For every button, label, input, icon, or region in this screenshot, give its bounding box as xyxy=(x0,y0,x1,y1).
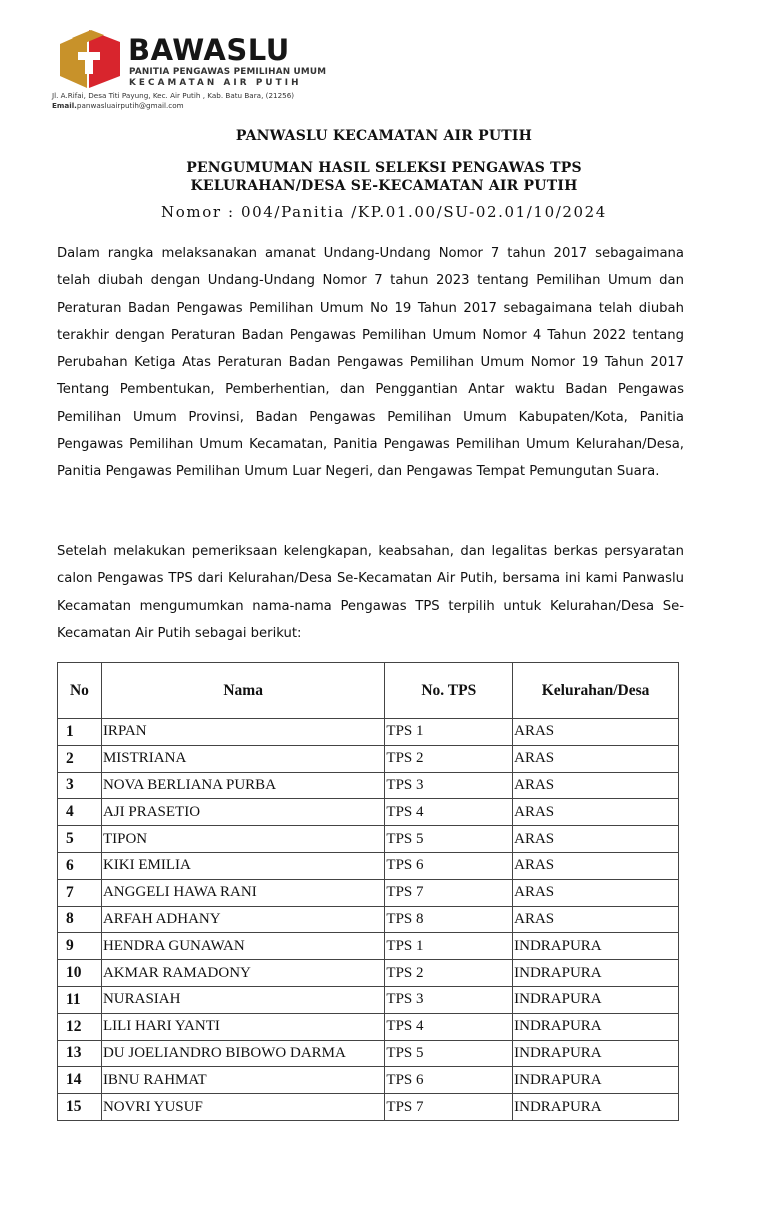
cell-row-number: 14 xyxy=(58,1067,102,1094)
cell-row-number: 9 xyxy=(58,933,102,960)
cell-kelurahan-desa: ARAS xyxy=(513,799,679,826)
cell-kelurahan-desa: INDRAPURA xyxy=(513,986,679,1013)
cell-no-tps: TPS 7 xyxy=(385,879,513,906)
cell-kelurahan-desa: ARAS xyxy=(513,852,679,879)
table-row xyxy=(58,960,679,987)
cell-no-tps: TPS 5 xyxy=(385,1040,513,1067)
cell-row-number: 13 xyxy=(58,1040,102,1067)
cell-no-tps: TPS 4 xyxy=(385,799,513,826)
cell-nama: MISTRIANA xyxy=(101,745,384,772)
cell-no-tps: TPS 3 xyxy=(385,772,513,799)
announcement-paragraph: Setelah melakukan pemeriksaan kelengkapan, keabsahan, dan legalitas berkas persyaratan calon Pengawas TPS dari Kelurahan/Desa Se-Kecamatan Air Putih, bersama ini kami Panwaslu Kecamatan mengumumkan nama-nama Pengawas TPS terpilih untuk Kelurahan/Desa Se-Kecamatan Air Putih sebagai berikut: xyxy=(57,544,684,641)
cell-no-tps: TPS 2 xyxy=(385,745,513,772)
cell-nama: IRPAN xyxy=(101,719,384,746)
cell-nama: DU JOELIANDRO BIBOWO DARMA xyxy=(101,1040,384,1067)
cell-row-number: 12 xyxy=(58,1013,102,1040)
cell-kelurahan-desa: INDRAPURA xyxy=(513,960,679,987)
announcement-title-line2: KELURAHAN/DESA SE-KECAMATAN AIR PUTIH xyxy=(190,178,578,194)
intro-paragraph: Dalam rangka melaksanakan amanat Undang-Undang Nomor 7 tahun 2017 sebagaimana telah diubah dengan Undang-Undang Nomor 7 tahun 2023 tentang Pemilihan Umum dan Peraturan Badan Pengawas Pemilihan Umum No 19 Tahun 2017 sebagaimana telah diubah terakhir dengan Peraturan Badan Pengawas Pemilihan Umum Nomor 4 Tahun 2022 tentang Perubahan Ketiga Atas Peraturan Badan Pengawas Pemilihan Umum Nomor 19 Tahun 2017 Tentang Pembentukan, Pemberhentian, dan Penggantian Antar waktu Badan Pengawas Pemilihan Umum Provinsi, Badan Pengawas Pemilihan Umum Kabupaten/Kota, Panitia Pengawas Pemilihan Umum Kecamatan, Panitia Pengawas Pemilihan Umum Kelurahan/Desa, Panitia Pengawas Pemilihan Umum Luar Negeri, dan Pengawas Tempat Pemungutan Suara. xyxy=(57,246,684,480)
table-row xyxy=(58,906,679,933)
cell-no-tps: TPS 6 xyxy=(385,1067,513,1094)
table-row xyxy=(58,933,679,960)
table-row xyxy=(58,772,679,799)
letterhead xyxy=(50,20,350,112)
cell-no-tps: TPS 2 xyxy=(385,960,513,987)
cell-no-tps: TPS 7 xyxy=(385,1094,513,1121)
table-row xyxy=(58,852,679,879)
cell-nama: IBNU RAHMAT xyxy=(101,1067,384,1094)
cell-nama: NOVRI YUSUF xyxy=(101,1094,384,1121)
brand-name: BAWASLU xyxy=(128,33,290,67)
brand-subtitle-line2: KECAMATAN AIR PUTIH xyxy=(129,78,302,88)
cell-row-number: 15 xyxy=(58,1094,102,1121)
cell-row-number: 5 xyxy=(58,826,102,853)
cell-nama: NOVA BERLIANA PURBA xyxy=(101,772,384,799)
cell-row-number: 3 xyxy=(58,772,102,799)
brand-subtitle-line1: PANITIA PENGAWAS PEMILIHAN UMUM xyxy=(129,67,327,77)
cell-no-tps: TPS 5 xyxy=(385,826,513,853)
cell-row-number: 10 xyxy=(58,960,102,987)
table-row xyxy=(58,1040,679,1067)
cell-nama: TIPON xyxy=(101,826,384,853)
email-label: Email. xyxy=(52,101,77,110)
cell-row-number: 1 xyxy=(58,719,102,746)
cell-kelurahan-desa: INDRAPURA xyxy=(513,1013,679,1040)
cell-kelurahan-desa: INDRAPURA xyxy=(513,933,679,960)
table-row xyxy=(58,745,679,772)
cell-kelurahan-desa: ARAS xyxy=(513,745,679,772)
cell-nama: KIKI EMILIA xyxy=(101,852,384,879)
table-row xyxy=(58,719,679,746)
office-heading: PANWASLU KECAMATAN AIR PUTIH xyxy=(235,128,533,144)
table-header-row xyxy=(58,663,679,719)
cell-no-tps: TPS 3 xyxy=(385,986,513,1013)
cell-nama: ANGGELI HAWA RANI xyxy=(101,879,384,906)
cell-row-number: 2 xyxy=(58,745,102,772)
cell-kelurahan-desa: INDRAPURA xyxy=(513,1067,679,1094)
table-row xyxy=(58,986,679,1013)
cell-nama: LILI HARI YANTI xyxy=(101,1013,384,1040)
cell-no-tps: TPS 1 xyxy=(385,719,513,746)
table-row xyxy=(58,1067,679,1094)
cell-nama: AJI PRASETIO xyxy=(101,799,384,826)
column-header-no-tps: No. TPS xyxy=(385,663,513,719)
cell-nama: ARFAH ADHANY xyxy=(101,906,384,933)
selected-tps-supervisors-table xyxy=(57,662,679,1121)
document-number: Nomor : 004/Panitia /KP.01.00/SU-02.01/10/2024 xyxy=(161,203,607,221)
email-address: panwasluairputih@gmail.com xyxy=(76,101,184,110)
office-address: Jl. A.Rifai, Desa Titi Payung, Kec. Air Putih , Kab. Batu Bara, (21256) xyxy=(52,91,295,100)
cell-row-number: 7 xyxy=(58,879,102,906)
office-email xyxy=(52,101,184,110)
cell-row-number: 6 xyxy=(58,852,102,879)
cell-no-tps: TPS 4 xyxy=(385,1013,513,1040)
column-header-nama: Nama xyxy=(101,663,384,719)
cell-kelurahan-desa: INDRAPURA xyxy=(513,1040,679,1067)
table-row xyxy=(58,826,679,853)
cell-row-number: 8 xyxy=(58,906,102,933)
cell-no-tps: TPS 8 xyxy=(385,906,513,933)
cell-kelurahan-desa: INDRAPURA xyxy=(513,1094,679,1121)
cell-kelurahan-desa: ARAS xyxy=(513,719,679,746)
cell-kelurahan-desa: ARAS xyxy=(513,772,679,799)
column-header-kelurahan-desa: Kelurahan/Desa xyxy=(513,663,679,719)
cell-kelurahan-desa: ARAS xyxy=(513,879,679,906)
cell-row-number: 11 xyxy=(58,986,102,1013)
cell-nama: HENDRA GUNAWAN xyxy=(101,933,384,960)
cell-no-tps: TPS 6 xyxy=(385,852,513,879)
table-row xyxy=(58,1013,679,1040)
table-row xyxy=(58,1094,679,1121)
bawaslu-logo-icon xyxy=(54,22,124,92)
announcement-title-line1: PENGUMUMAN HASIL SELEKSI PENGAWAS TPS xyxy=(186,160,582,176)
cell-no-tps: TPS 1 xyxy=(385,933,513,960)
table-body xyxy=(58,719,679,1121)
cell-kelurahan-desa: ARAS xyxy=(513,906,679,933)
cell-kelurahan-desa: ARAS xyxy=(513,826,679,853)
table-row xyxy=(58,799,679,826)
table-row xyxy=(58,879,679,906)
cell-row-number: 4 xyxy=(58,799,102,826)
column-header-no: No xyxy=(58,663,102,719)
cell-nama: AKMAR RAMADONY xyxy=(101,960,384,987)
cell-nama: NURASIAH xyxy=(101,986,384,1013)
